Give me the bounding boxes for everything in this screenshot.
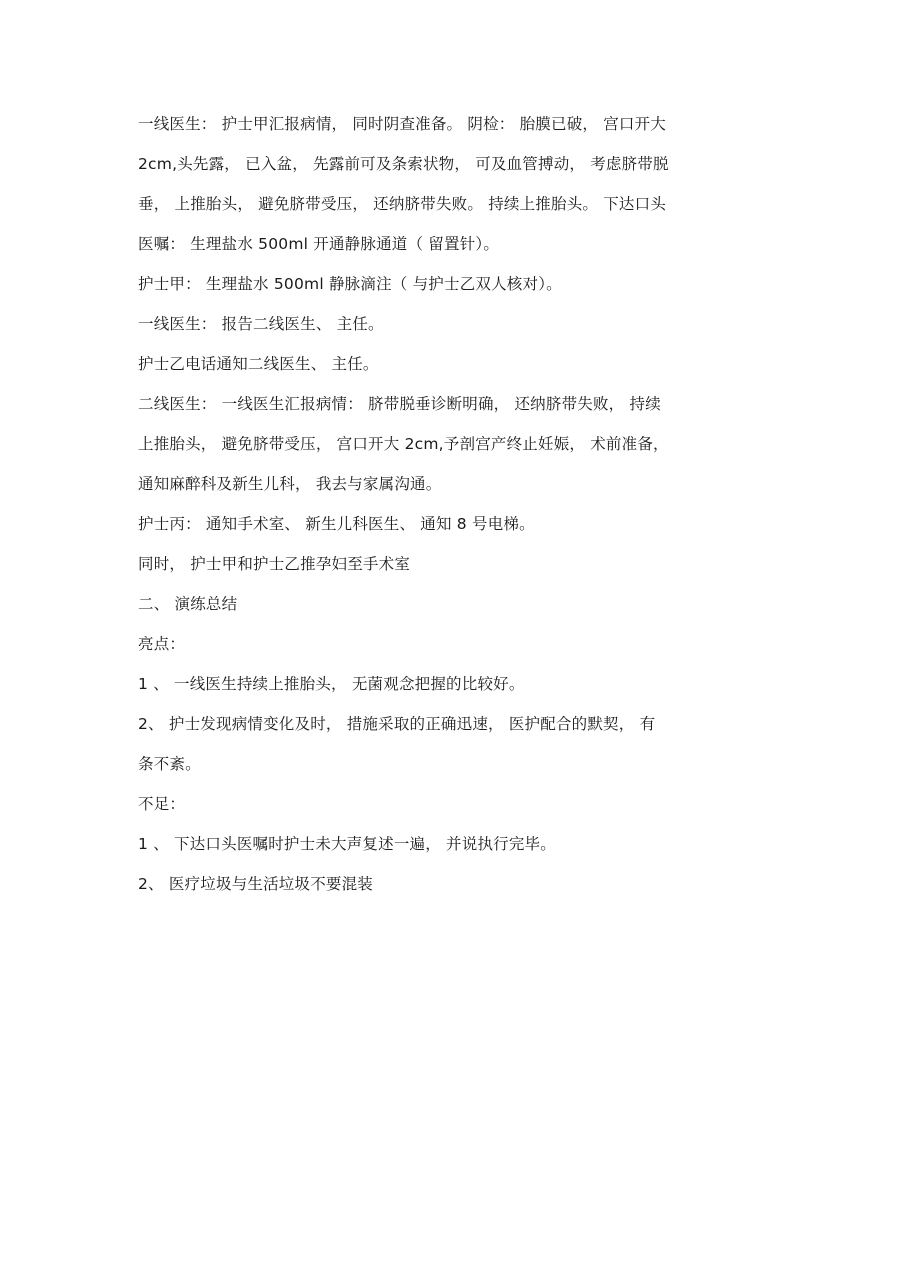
list-item: 2、 护士发现病情变化及时， 措施采取的正确迅速， 医护配合的默契， 有 bbox=[138, 715, 656, 733]
text-line: 上推胎头， 避免脐带受压， 宫口开大 2cm,予剖宫产终止妊娠， 术前准备， bbox=[138, 435, 669, 453]
text-line: 护士甲： 生理盐水 500ml 静脉滴注（ 与护士乙双人核对）。 bbox=[138, 275, 562, 293]
text-line: 一线医生： 护士甲汇报病情， 同时阴查准备。 阴检： 胎膜已破， 宫口开大 bbox=[138, 115, 667, 133]
text-line: 护士乙电话通知二线医生、 主任。 bbox=[138, 355, 379, 373]
list-item: 1 、 一线医生持续上推胎头， 无菌观念把握的比较好。 bbox=[138, 675, 525, 693]
subheading-shortcomings: 不足： bbox=[138, 795, 186, 813]
text-line: 条不紊。 bbox=[138, 755, 201, 773]
document-body bbox=[138, 108, 708, 908]
list-item: 2、 医疗垃圾与生活垃圾不要混装 bbox=[138, 875, 373, 893]
text-line: 同时， 护士甲和护士乙推孕妇至手术室 bbox=[138, 555, 411, 573]
text-line: 通知麻醉科及新生儿科， 我去与家属沟通。 bbox=[138, 475, 442, 493]
subheading-highlights: 亮点： bbox=[138, 635, 186, 653]
text-line: 二线医生： 一线医生汇报病情： 脐带脱垂诊断明确， 还纳脐带失败， 持续 bbox=[138, 395, 661, 413]
text-line: 2cm,头先露， 已入盆， 先露前可及条索状物， 可及血管搏动， 考虑脐带脱 bbox=[138, 155, 669, 173]
text-line: 一线医生： 报告二线医生、 主任。 bbox=[138, 315, 384, 333]
list-item: 1 、 下达口头医嘱时护士未大声复述一遍， 并说执行完毕。 bbox=[138, 835, 556, 853]
text-line: 医嘱： 生理盐水 500ml 开通静脉通道（ 留置针）。 bbox=[138, 235, 500, 253]
section-heading: 二、 演练总结 bbox=[138, 595, 238, 613]
text-line: 护士丙： 通知手术室、 新生儿科医生、 通知 8 号电梯。 bbox=[138, 515, 535, 533]
text-line: 垂， 上推胎头， 避免脐带受压， 还纳脐带失败。 持续上推胎头。 下达口头 bbox=[138, 195, 667, 213]
